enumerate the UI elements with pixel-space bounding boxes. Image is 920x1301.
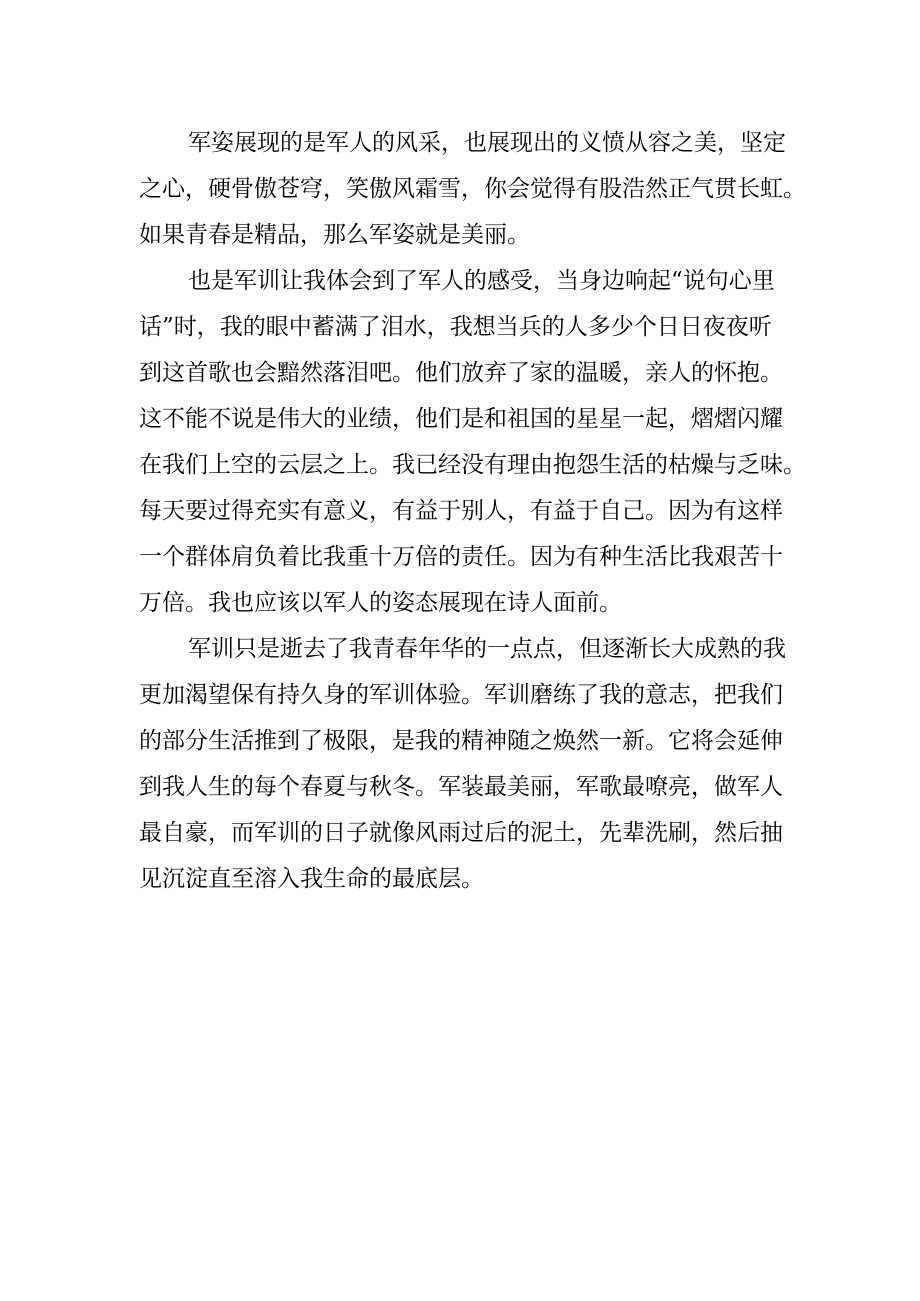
paragraph-2 [139,258,806,626]
paragraph-line: 到这首歌也会黯然落泪吧。他们放弃了家的温暖，亲人的怀抱。 [139,360,783,386]
paragraph-line: 也是军训让我体会到了军人的感受，当身边响起“说句心里 [188,268,775,294]
paragraph-line: 最自豪，而军训的日子就像风雨过后的泥土，先辈洗刷，然后抽 [139,820,783,846]
paragraph-line: 万倍。我也应该以军人的姿态展现在诗人面前。 [139,590,622,616]
paragraph-line: 这不能不说是伟大的业绩，他们是和祖国的星星一起，熠熠闪耀 [139,406,783,432]
paragraph-1 [139,120,806,258]
paragraph-line: 到我人生的每个春夏与秋冬。军装最美丽，军歌最嘹亮，做军人 [139,774,783,800]
paragraph-line: 每天要过得充实有意义，有益于别人，有益于自己。因为有这样 [139,498,783,524]
paragraph-line: 之心，硬骨傲苍穹，笑傲风霜雪，你会觉得有股浩然正气贯长虹。 [139,176,806,202]
paragraph-line: 军姿展现的是军人的风采，也展现出的义愤从容之美，坚定 [188,130,786,156]
paragraph-line: 在我们上空的云层之上。我已经没有理由抱怨生活的枯燥与乏味。 [139,452,806,478]
paragraph-line: 一个群体肩负着比我重十万倍的责任。因为有种生活比我艰苦十 [139,544,783,570]
paragraph-line: 的部分生活推到了极限，是我的精神随之焕然一新。它将会延伸 [139,728,783,754]
paragraph-line: 更加渴望保有持久身的军训体验。军训磨练了我的意志，把我们 [139,682,783,708]
paragraph-line: 如果青春是精品，那么军姿就是美丽。 [139,222,530,248]
paragraph-3 [139,626,786,902]
document-body [139,120,806,902]
paragraph-line: 见沉淀直至溶入我生命的最底层。 [139,866,484,892]
paragraph-line: 军训只是逝去了我青春年华的一点点，但逐渐长大成熟的我 [188,636,786,662]
paragraph-line: 话”时，我的眼中蓄满了泪水，我想当兵的人多少个日日夜夜听 [139,314,772,340]
